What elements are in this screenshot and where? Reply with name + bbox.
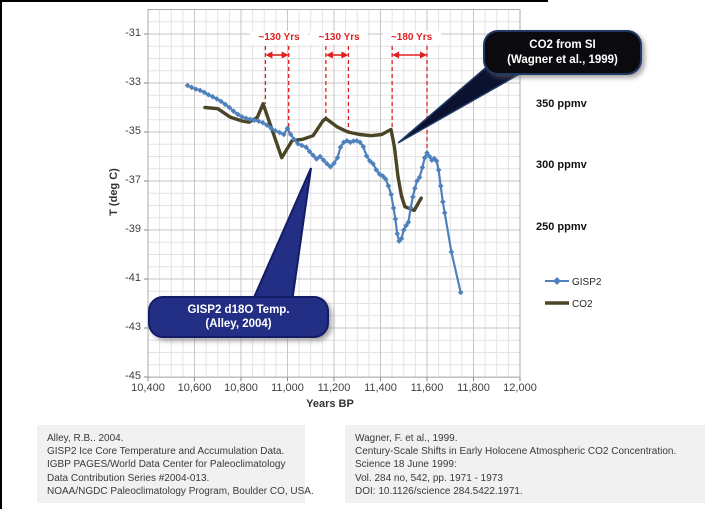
lag-annotation-label: ~180 Yrs <box>383 31 441 44</box>
legend-item-gisp2 <box>545 271 635 293</box>
co2-swatch-svg <box>545 298 569 308</box>
y-axis-tick-label: -39 <box>125 223 141 235</box>
x-axis-title: Years BP <box>306 398 354 410</box>
gisp2-callout-line1: GISP2 d18O Temp. <box>187 303 290 316</box>
y-axis-tick-label: -31 <box>125 27 141 39</box>
wagner-citation-line: Vol. 284 no, 542, pp. 1971 - 1973 <box>355 472 503 484</box>
co2-ppmv-label: 250 ppmv <box>536 220 587 233</box>
lag-annotation-label: ~130 Yrs <box>310 31 368 44</box>
wagner-citation-line: Science 18 June 1999: <box>355 459 457 471</box>
wagner-citation-line: Century-Scale Shifts in Early Holocene Atmospheric CO2 Concentration. <box>355 446 677 458</box>
alley-citation-box <box>37 425 314 503</box>
x-axis-tick-label: 10,600 <box>177 382 212 394</box>
y-axis-title: T (deg C) <box>108 168 120 216</box>
gisp2-swatch-svg <box>545 276 569 286</box>
x-axis-tick-label: 11,400 <box>364 382 397 394</box>
alley-citation-line: Alley, R.B.. 2004. <box>47 433 124 444</box>
alley-citation-line: Data Contribution Series #2004-013. <box>47 472 210 484</box>
x-axis-tick-label: 11,200 <box>317 382 351 394</box>
alley-citation-line: IGBP PAGES/World Data Center for Paleoclimatology <box>47 459 286 471</box>
x-axis-tick-label: 11,800 <box>457 382 490 394</box>
alley-citation-line: NOAA/NGDC Paleoclimatology Program, Boulder CO, USA. <box>47 485 314 497</box>
co2-callout-line2: (Wagner et al., 1999) <box>507 53 618 66</box>
co2-source-callout <box>483 30 642 75</box>
gisp2-source-callout <box>148 296 329 338</box>
legend-label-co2: CO2 <box>572 298 593 310</box>
gisp2-line-swatch-icon <box>545 273 569 291</box>
wagner-citation-line: Wagner, F. et al., 1999. <box>355 433 458 444</box>
x-axis-tick-label: 11,600 <box>410 382 444 394</box>
y-axis-tick-label: -33 <box>125 76 141 88</box>
x-axis-tick-label: 10,800 <box>224 382 258 394</box>
legend-label-gisp2: GISP2 <box>572 276 602 288</box>
x-axis-tick-label: 11,000 <box>271 382 304 394</box>
gisp2-callout-line2: (Alley, 2004) <box>205 318 272 330</box>
co2-ppmv-label: 350 ppmv <box>536 98 587 111</box>
co2-callout-line1: CO2 from SI <box>529 39 596 51</box>
y-axis-tick-label: -43 <box>125 321 141 333</box>
wagner-citation-box <box>345 425 705 503</box>
lag-annotation-label: ~130 Yrs <box>250 31 308 44</box>
y-axis-tick-label: -45 <box>125 370 141 382</box>
x-axis-tick-label: 12,000 <box>503 382 537 394</box>
co2-line-swatch-icon <box>545 295 569 313</box>
y-axis-tick-label: -41 <box>125 272 141 284</box>
alley-citation-line: GISP2 Ice Core Temperature and Accumulation Data. <box>47 446 285 458</box>
x-axis-tick-label: 10,400 <box>131 382 165 394</box>
chart-legend <box>545 271 635 315</box>
wagner-citation-line: DOI: 10.1126/science 284.5422.1971. <box>355 485 523 497</box>
y-axis-tick-label: -37 <box>125 174 141 186</box>
legend-item-co2 <box>545 293 635 315</box>
y-axis-tick-label: -35 <box>125 125 141 137</box>
co2-ppmv-label: 300 ppmv <box>536 159 587 172</box>
